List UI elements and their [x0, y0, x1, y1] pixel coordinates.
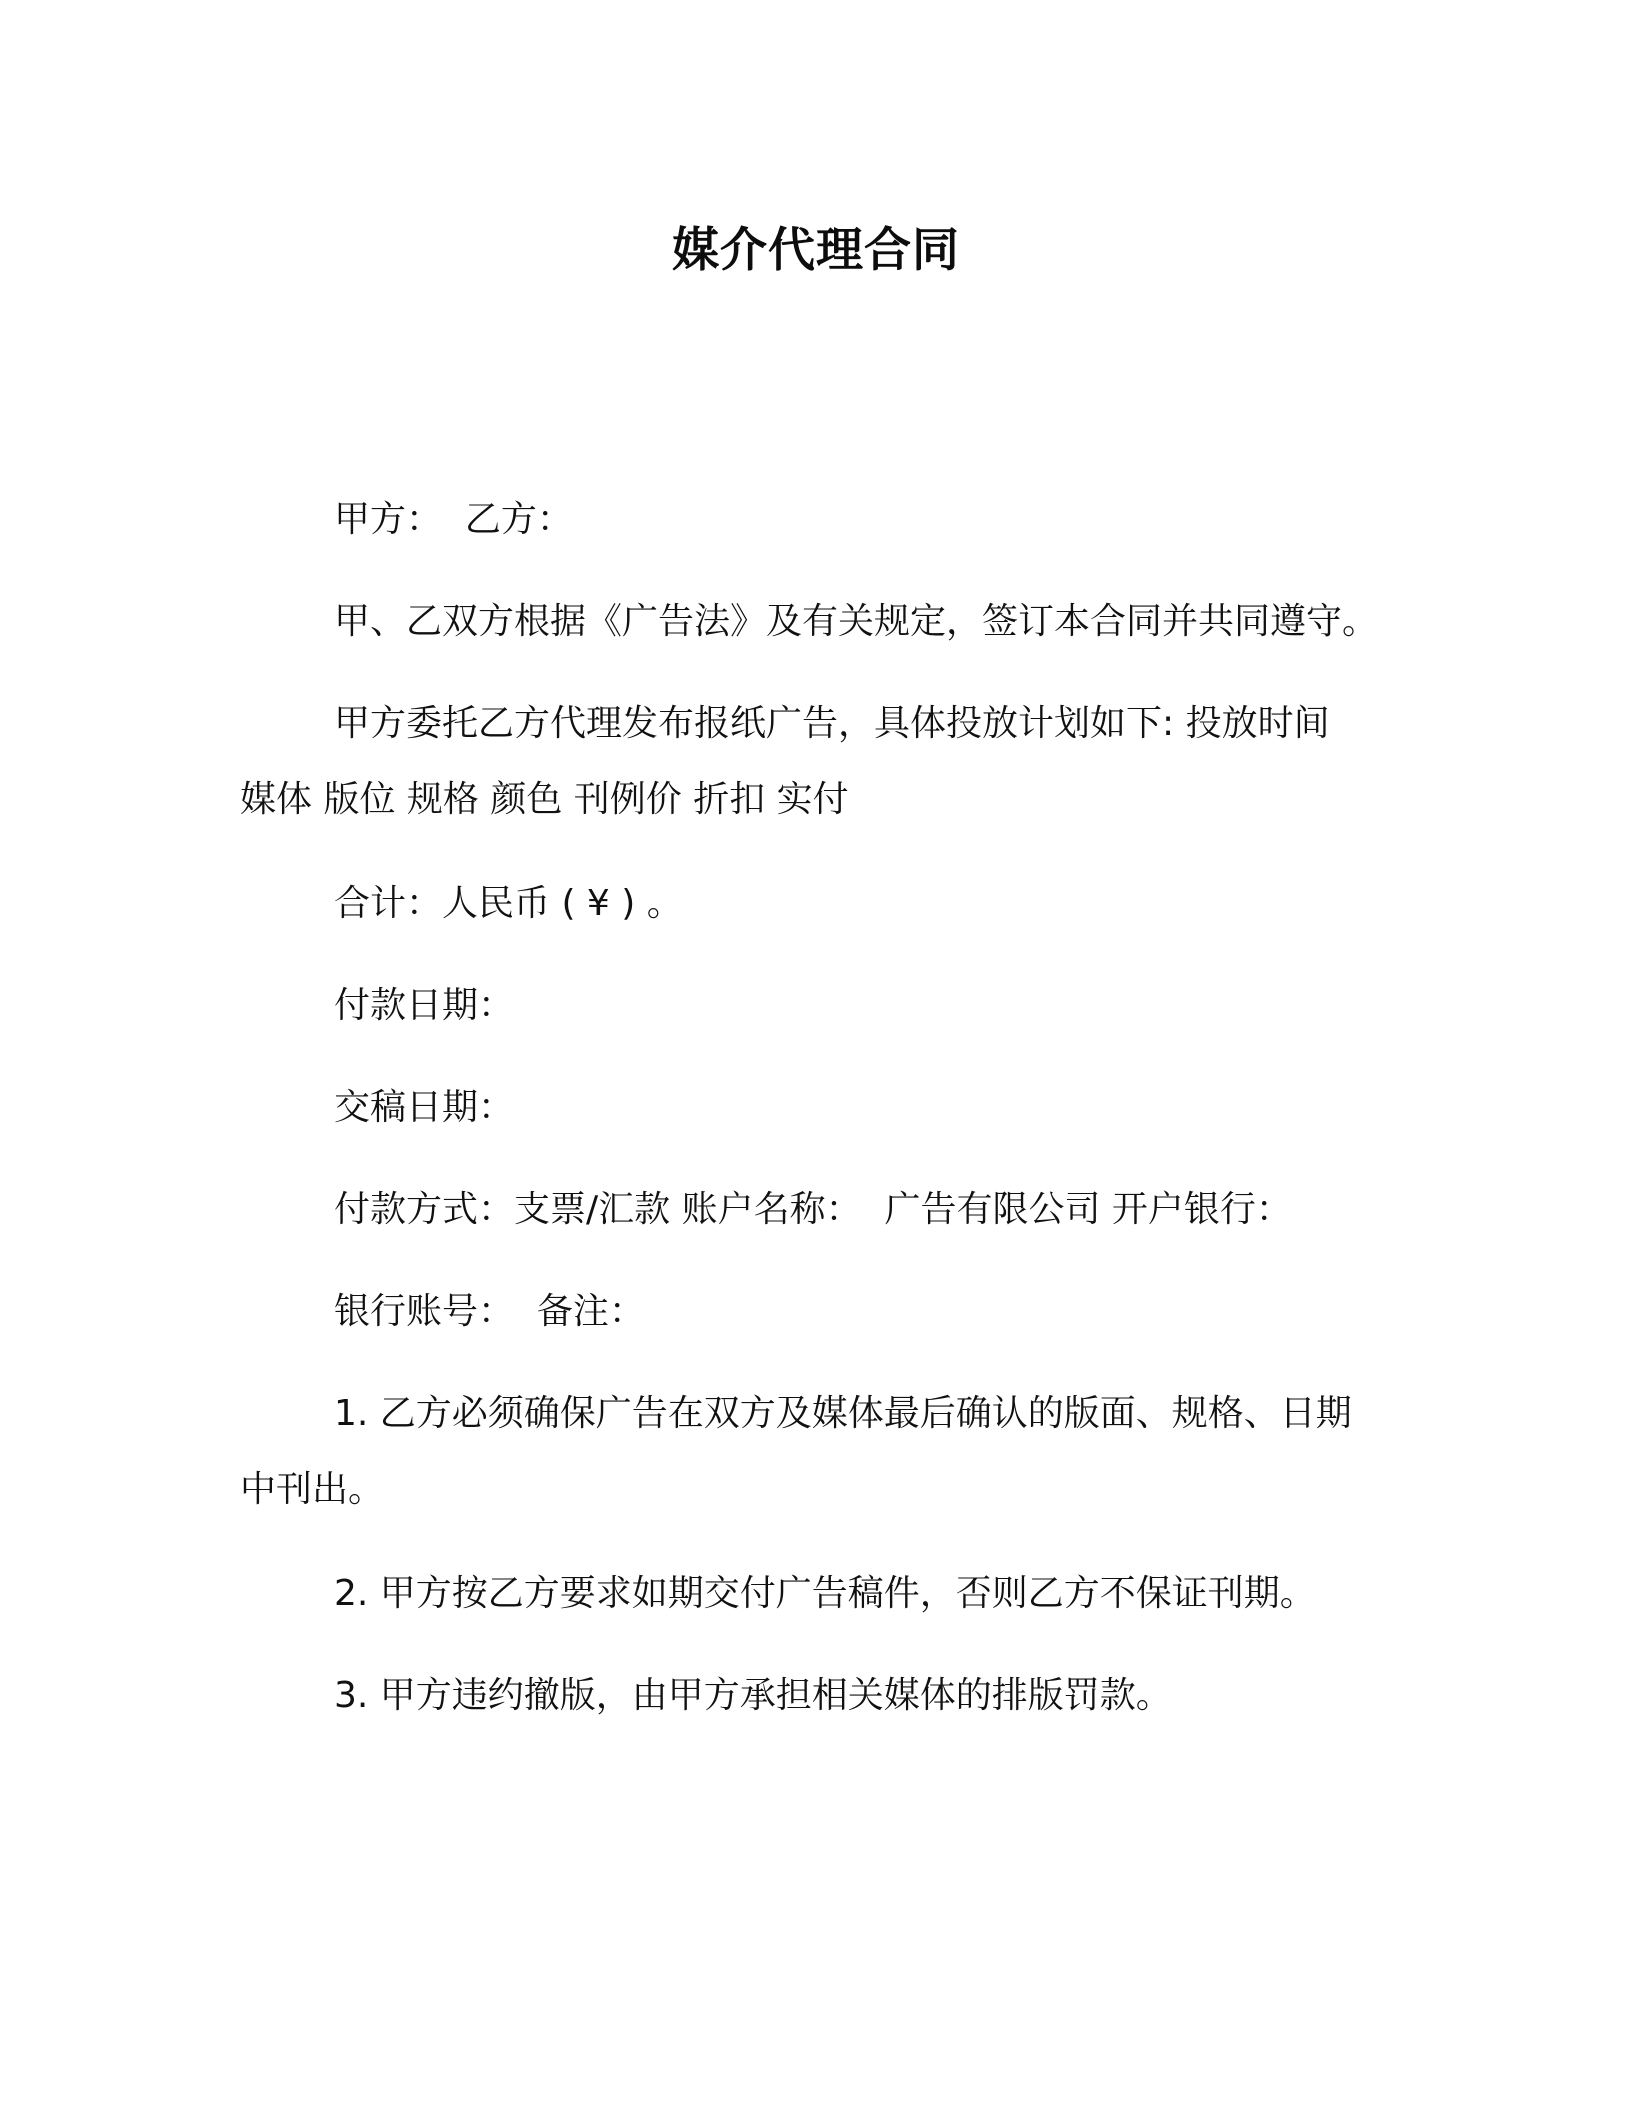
clause-1-paragraph — [240, 1376, 1410, 1528]
parties-text: 甲方： 乙方： — [334, 499, 573, 540]
account-text: 银行账号： 备注： — [334, 1291, 645, 1332]
plan-text-line-2: 媒体 版位 规格 颜色 刊例价 折扣 实付 — [240, 779, 849, 820]
total-text: 合计：人民币 ( ¥ ) 。 — [334, 883, 683, 924]
payment-method-paragraph — [240, 1172, 1410, 1248]
total-paragraph — [240, 866, 1410, 942]
clause-2-paragraph — [240, 1556, 1410, 1632]
payment-date-paragraph — [240, 968, 1410, 1044]
plan-text-line-1: 甲方委托乙方代理发布报纸广告，具体投放计划如下: 投放时间 — [334, 703, 1330, 744]
clause-3-text: 3. 甲方违约撤版，由甲方承担相关媒体的排版罚款。 — [334, 1675, 1172, 1716]
clause-2-text: 2. 甲方按乙方要求如期交付广告稿件，否则乙方不保证刊期。 — [334, 1573, 1316, 1614]
account-paragraph — [240, 1274, 1410, 1350]
clause-3-paragraph — [240, 1658, 1410, 1734]
intro-text: 甲、乙双方根据《广告法》及有关规定，签订本合同并共同遵守。 — [334, 601, 1379, 642]
payment-date-text: 付款日期： — [334, 985, 515, 1026]
delivery-date-text: 交稿日期： — [334, 1087, 515, 1128]
clause-1-text-line-2: 中刊出。 — [240, 1469, 385, 1510]
payment-method-text: 付款方式：支票/汇款 账户名称： 广告有限公司 开户银行： — [334, 1189, 1292, 1230]
document-title: 媒介代理合同 — [672, 223, 960, 278]
clause-1-text-line-1: 1. 乙方必须确保广告在双方及媒体最后确认的版面、规格、日期 — [334, 1393, 1352, 1434]
parties-paragraph — [240, 482, 1410, 558]
plan-paragraph — [240, 686, 1410, 838]
delivery-date-paragraph — [240, 1070, 1410, 1146]
intro-paragraph — [240, 584, 1410, 660]
